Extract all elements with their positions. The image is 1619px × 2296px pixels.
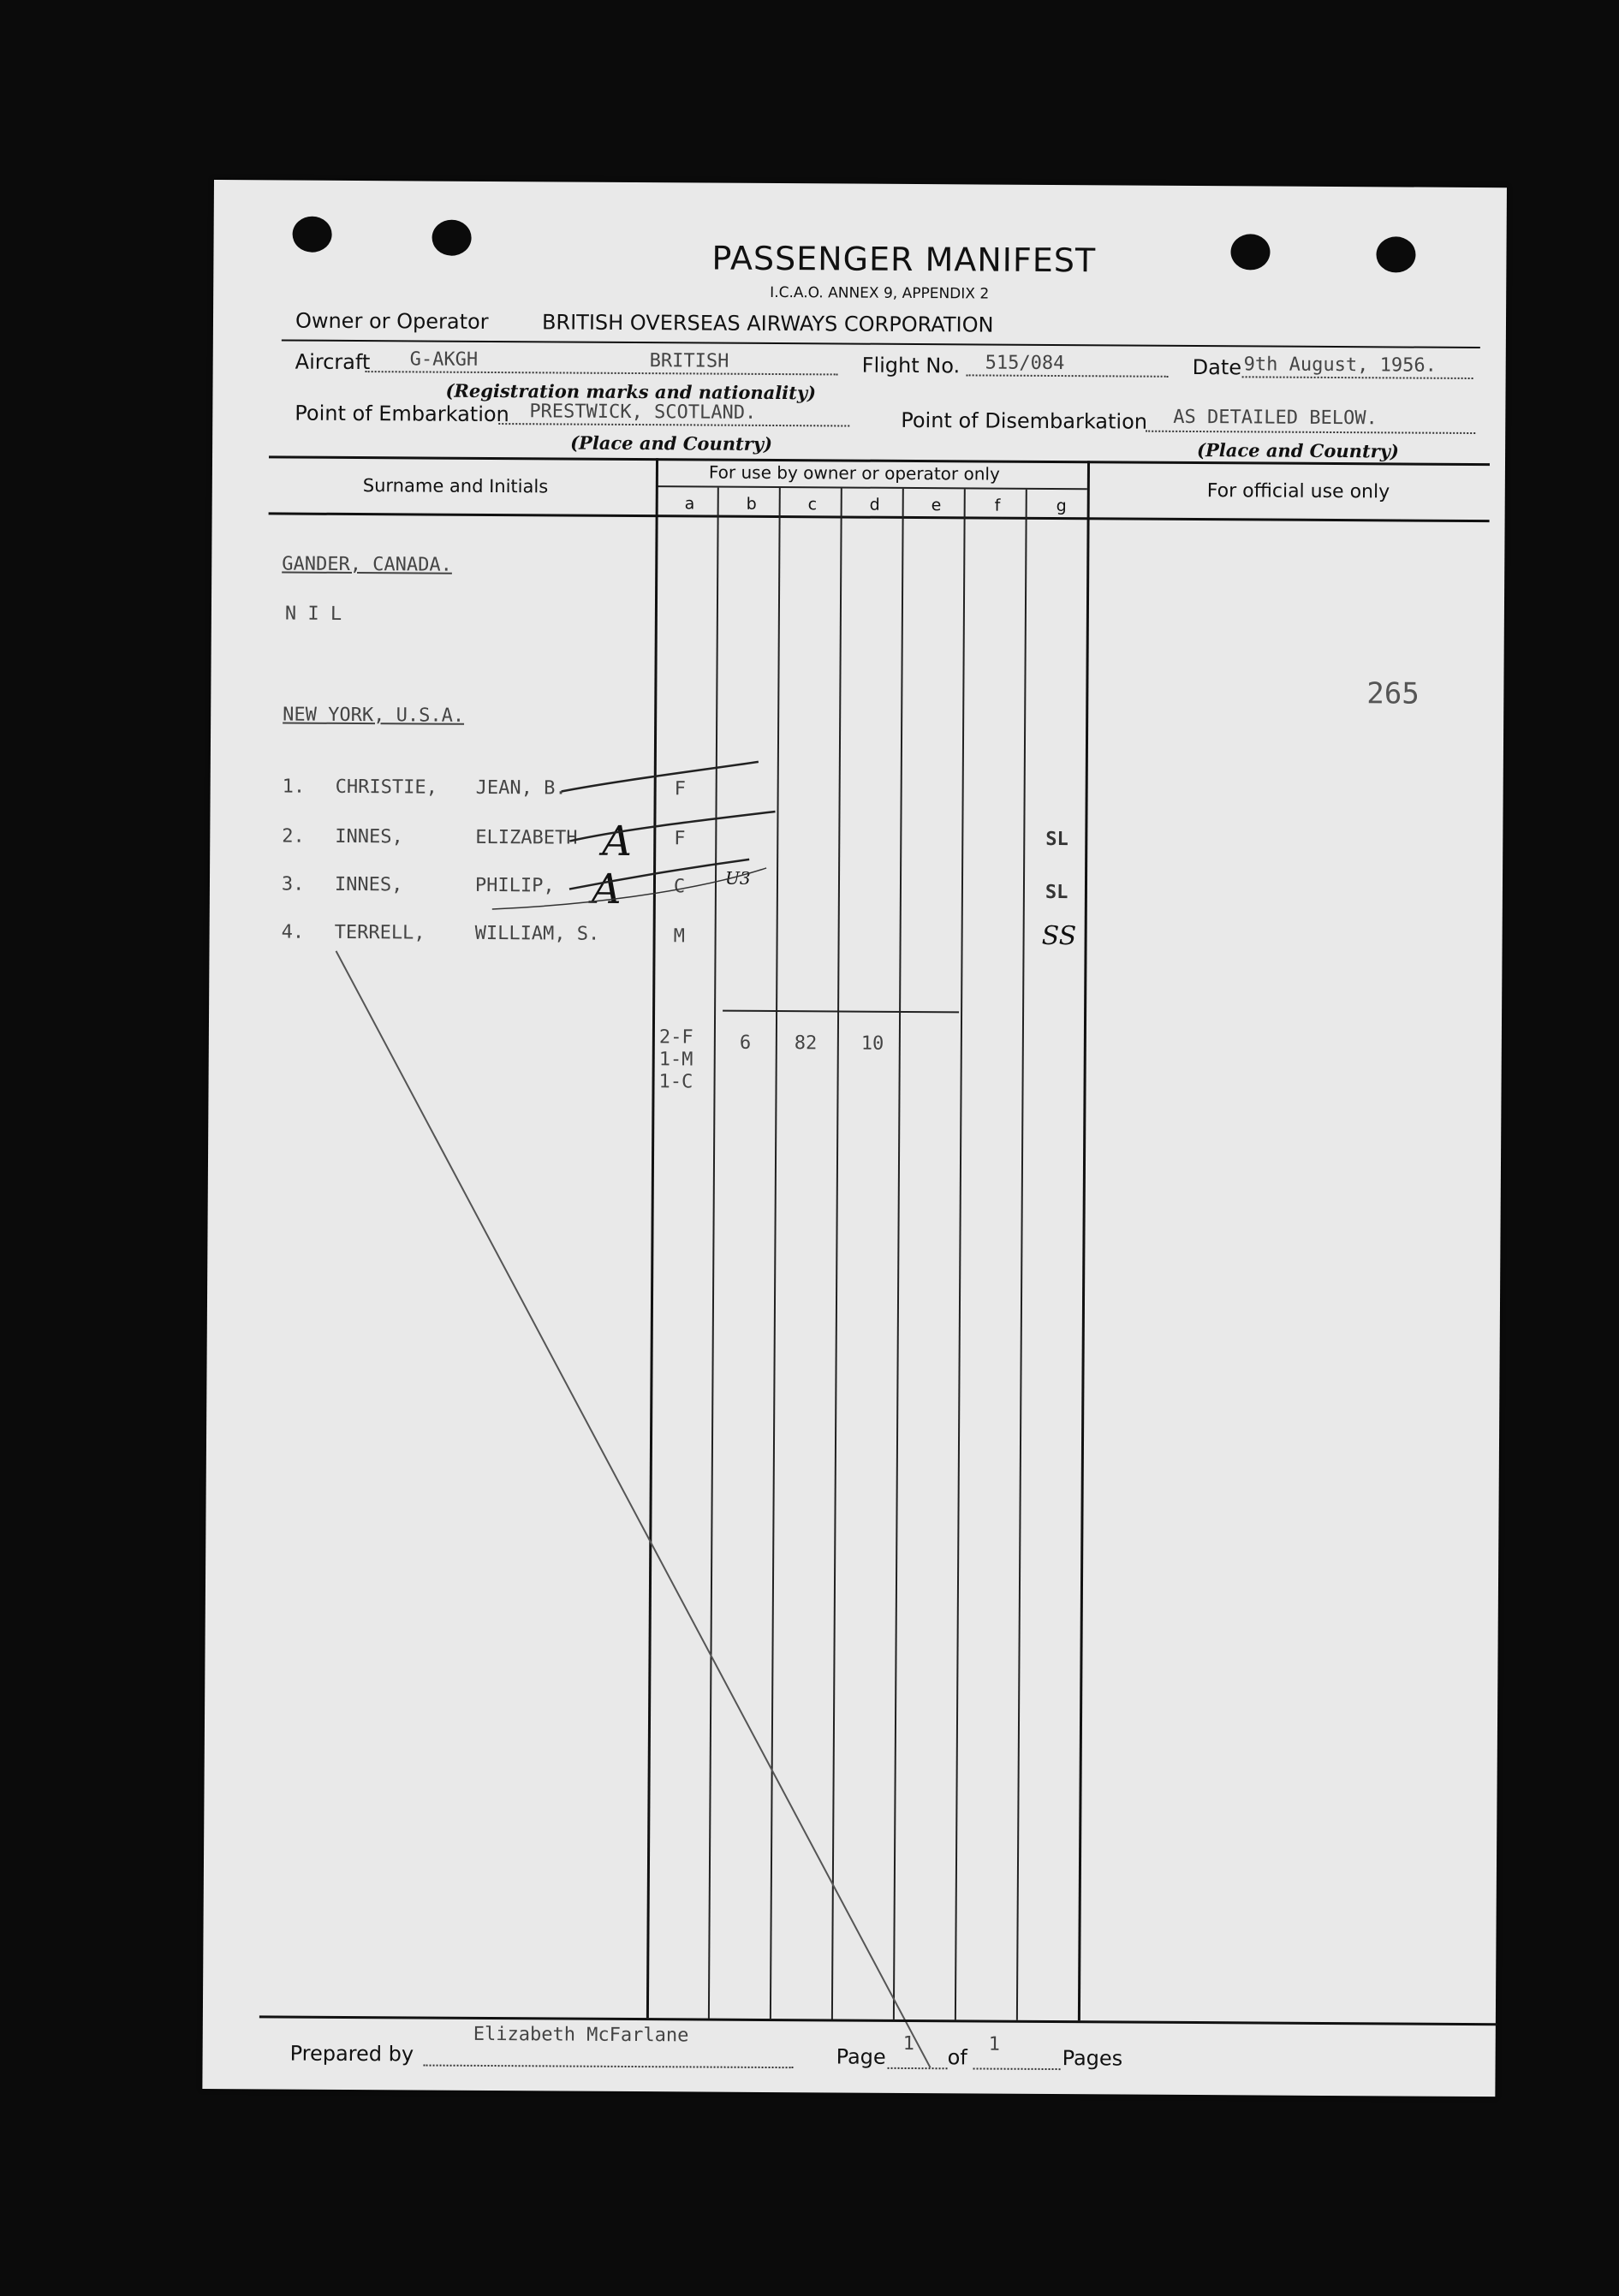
- official-header: For official use only: [1206, 480, 1390, 503]
- passenger-surname: TERRELL,: [334, 921, 426, 944]
- column-c-header: c: [807, 495, 818, 515]
- passenger-given-names: ELIZABETH: [475, 826, 578, 849]
- strike-line: [569, 811, 775, 842]
- destination-heading: GANDER, CANADA.: [282, 553, 453, 576]
- date-label: Date: [1192, 354, 1242, 380]
- page-dots: [888, 2067, 948, 2069]
- nil-entry: N I L: [284, 603, 342, 625]
- totals-category: 2-F: [658, 1026, 693, 1049]
- total-pages: 1: [988, 2033, 1001, 2055]
- column-f-header: f: [994, 496, 1001, 515]
- diagonal-cancel-line: [330, 951, 937, 2067]
- handwritten-mark: A: [602, 817, 633, 865]
- passenger-category: M: [673, 925, 685, 948]
- aircraft-nationality: BRITISH: [649, 350, 729, 372]
- passenger-surname: INNES,: [334, 873, 403, 896]
- strike-line: [492, 866, 766, 911]
- operator-header: For use by owner or operator only: [708, 461, 1000, 485]
- passenger-code: SS: [1041, 920, 1077, 952]
- passenger-number: 3.: [281, 873, 305, 895]
- passenger-number: 1.: [282, 776, 306, 798]
- place-note-embarkation: (Place and Country): [570, 431, 773, 455]
- pages-label: Pages: [1062, 2046, 1123, 2071]
- pen-strokes: [202, 180, 1507, 2097]
- strike-line: [562, 760, 759, 792]
- totals-category: 1-C: [658, 1071, 693, 1093]
- registration-note: (Registration marks and nationality): [445, 379, 817, 404]
- column-a-header: a: [684, 494, 695, 514]
- handwritten-mark: A: [591, 865, 622, 913]
- destination-heading: NEW YORK, U.S.A.: [283, 704, 465, 727]
- totals-category: 1-M: [658, 1049, 693, 1071]
- date-value: 9th August, 1956.: [1243, 354, 1437, 377]
- passenger-code: SL: [1045, 881, 1068, 904]
- passenger-given-names: PHILIP,: [474, 874, 555, 897]
- passenger-given-names: JEAN, B.: [475, 776, 567, 800]
- strike-line: [569, 859, 749, 890]
- passenger-number: 2.: [282, 825, 305, 848]
- totals-b: 6: [739, 1032, 752, 1054]
- passenger-category: F: [674, 828, 686, 850]
- totals-d: 10: [860, 1032, 884, 1055]
- prepared-by-value: Elizabeth McFarlane: [473, 2023, 689, 2047]
- official-number: 265: [1366, 676, 1420, 711]
- passenger-category: F: [674, 778, 686, 800]
- totals-c: 82: [794, 1032, 818, 1055]
- handwritten-mark: U3: [724, 867, 751, 889]
- disembarkation-value: AS DETAILED BELOW.: [1173, 406, 1378, 430]
- place-note-disembarkation: (Place and Country): [1197, 439, 1399, 462]
- passenger-number: 4.: [281, 921, 305, 943]
- aircraft-registration: G-AKGH: [409, 348, 479, 371]
- page-label: Page: [836, 2044, 886, 2069]
- form-subtitle: I.C.A.O. ANNEX 9, APPENDIX 2: [770, 283, 990, 303]
- passenger-given-names: WILLIAM, S.: [474, 922, 600, 945]
- passenger-category: C: [673, 876, 686, 898]
- passenger-surname: INNES,: [335, 825, 403, 848]
- form-title: PASSENGER MANIFEST: [711, 239, 1097, 280]
- column-e-header: e: [931, 496, 942, 515]
- embarkation-label: Point of Embarkation: [295, 401, 509, 427]
- flight-label: Flight No.: [861, 353, 961, 378]
- flight-number: 515/084: [985, 352, 1065, 375]
- embarkation-value: PRESTWICK, SCOTLAND.: [529, 401, 757, 424]
- owner-label: Owner or Operator: [295, 308, 489, 334]
- passenger-code: SL: [1045, 828, 1068, 851]
- column-d-header: d: [869, 495, 880, 515]
- disembarkation-label: Point of Disembarkation: [901, 407, 1148, 434]
- page-number: 1: [902, 2032, 915, 2055]
- of-label: of: [947, 2045, 967, 2070]
- owner-value: BRITISH OVERSEAS AIRWAYS CORPORATION: [541, 310, 994, 337]
- aircraft-label: Aircraft: [295, 349, 371, 375]
- prepared-by-label: Prepared by: [289, 2041, 414, 2067]
- passenger-surname: CHRISTIE,: [335, 776, 437, 799]
- column-g-header: g: [1056, 497, 1067, 516]
- surname-header: Surname and Initials: [362, 475, 549, 497]
- column-b-header: b: [746, 494, 757, 514]
- manifest-paper: [202, 180, 1507, 2097]
